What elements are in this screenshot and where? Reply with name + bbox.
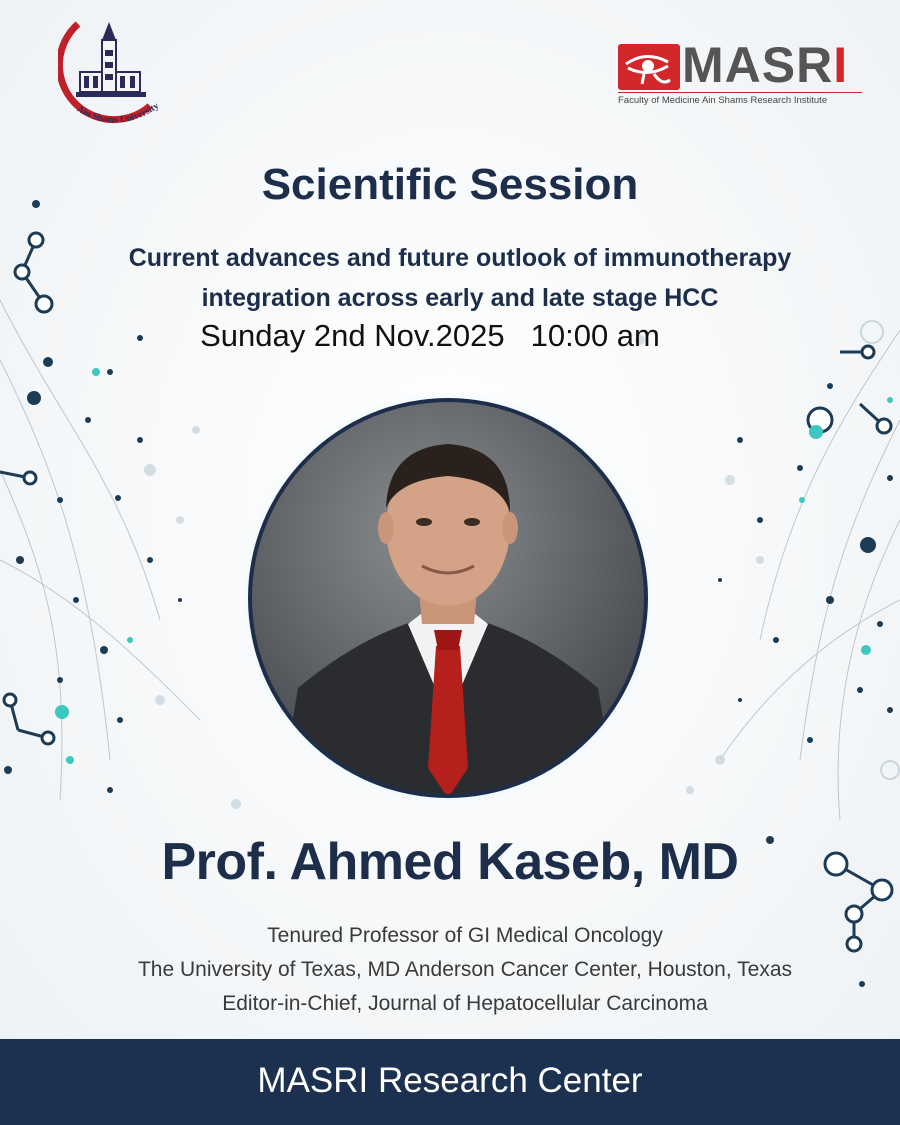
speaker-credential: The University of Texas, MD Anderson Cancer Center, Houston, Texas — [137, 958, 793, 981]
speaker-credential: Tenured Professor of GI Medical Oncology — [267, 924, 663, 947]
topic-line-1: Current advances and future outlook of immunotherapy — [128, 244, 792, 272]
university-name: Ain Shams University — [74, 101, 161, 126]
topic-line-2: integration across early and late stage HCC — [201, 284, 719, 312]
session-date: Sunday 2nd Nov.2025 — [200, 318, 505, 353]
session-title: Scientific Session — [261, 160, 639, 209]
masri-tagline: Faculty of Medicine Ain Shams Research Institute — [618, 92, 862, 106]
session-topic — [40, 238, 880, 318]
footer-bar — [0, 1039, 900, 1125]
session-time: 10:00 am — [530, 318, 660, 353]
eye-of-horus-icon — [618, 44, 680, 90]
speaker-name: Prof. Ahmed Kaseb, MD — [161, 833, 739, 891]
footer-text: MASRI Research Center — [257, 1061, 643, 1100]
masri-logo — [612, 37, 867, 110]
masri-wordmark: MASRI — [682, 37, 849, 93]
speaker-portrait — [238, 388, 658, 808]
university-tower-seal-icon — [76, 22, 146, 97]
session-datetime — [0, 318, 860, 354]
university-logo — [58, 10, 168, 135]
speaker-credential: Editor-in-Chief, Journal of Hepatocellular Carcinoma — [222, 992, 708, 1015]
